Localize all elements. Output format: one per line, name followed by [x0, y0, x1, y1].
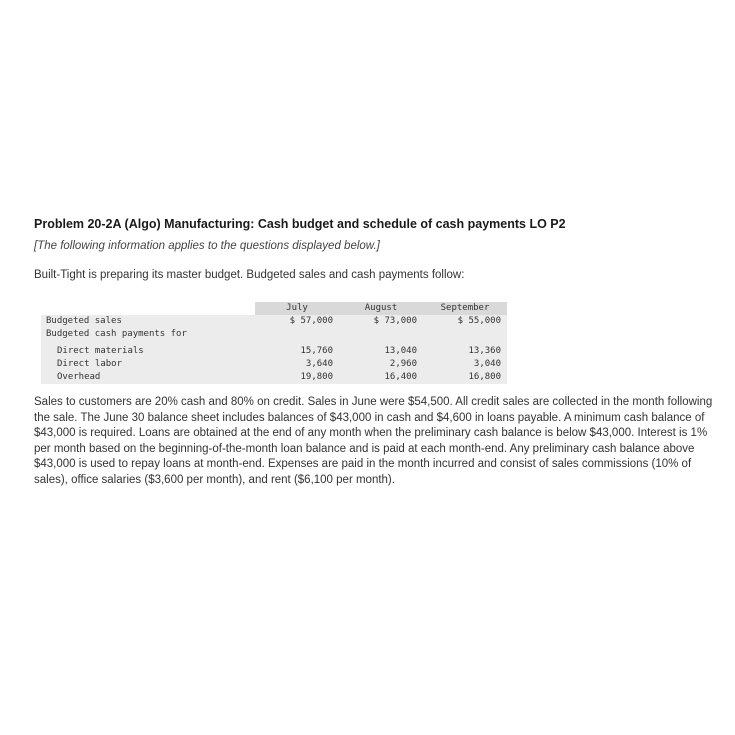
- cell-value: 3,640: [255, 358, 339, 371]
- row-label: Direct materials: [41, 345, 255, 358]
- table-row: [41, 328, 507, 341]
- row-label: Direct labor: [41, 358, 255, 371]
- column-header-july: July: [255, 302, 339, 315]
- cell-value: 13,040: [339, 345, 423, 358]
- cell-value: $ 57,000: [255, 315, 339, 328]
- table-row: [41, 371, 507, 384]
- cell-value: $ 55,000: [423, 315, 507, 328]
- problem-title: Problem 20-2A (Algo) Manufacturing: Cash budget and schedule of cash payments LO P2: [34, 217, 566, 231]
- problem-header: [34, 216, 714, 283]
- budget-table: [41, 302, 507, 384]
- cell-value: [255, 328, 339, 341]
- header-blank: [41, 302, 255, 315]
- cell-value: [423, 328, 507, 341]
- table-row: [41, 345, 507, 358]
- problem-details: Sales to customers are 20% cash and 80% on credit. Sales in June were $54,500. All credit sales are collected in the month following the sale. The June 30 balance sheet includes balances of $43,000 in cash and $4,600 in loans payable. A minimum cash balance of $43,000 is required. Loans are obtained at the end of any month when the preliminary cash balance is below $43,000. Interest is 1% per month based on the beginning-of-the-month loan balance and is paid at each month-end. Any preliminary cash balance above $43,000 is used to repay loans at month-end. Expenses are paid in the month incurred and consist of sales commissions (10% of sales), office salaries ($3,600 per month), and rent ($6,100 per month).: [34, 396, 713, 486]
- cell-value: 2,960: [339, 358, 423, 371]
- problem-intro: Built-Tight is preparing its master budget. Budgeted sales and cash payments follow:: [34, 269, 465, 281]
- cell-value: 19,800: [255, 371, 339, 384]
- table-header-row: [41, 302, 507, 315]
- cell-value: 13,360: [423, 345, 507, 358]
- cell-value: [339, 328, 423, 341]
- table-row: [41, 315, 507, 328]
- cell-value: $ 73,000: [339, 315, 423, 328]
- table-row: [41, 358, 507, 371]
- cell-value: 15,760: [255, 345, 339, 358]
- column-header-august: August: [339, 302, 423, 315]
- cell-value: 16,800: [423, 371, 507, 384]
- row-label: Budgeted cash payments for: [41, 328, 255, 341]
- cell-value: 16,400: [339, 371, 423, 384]
- cell-value: 3,040: [423, 358, 507, 371]
- problem-subtitle: [The following information applies to the questions displayed below.]: [34, 240, 380, 252]
- column-header-september: September: [423, 302, 507, 315]
- row-label: Budgeted sales: [41, 315, 255, 328]
- row-label: Overhead: [41, 371, 255, 384]
